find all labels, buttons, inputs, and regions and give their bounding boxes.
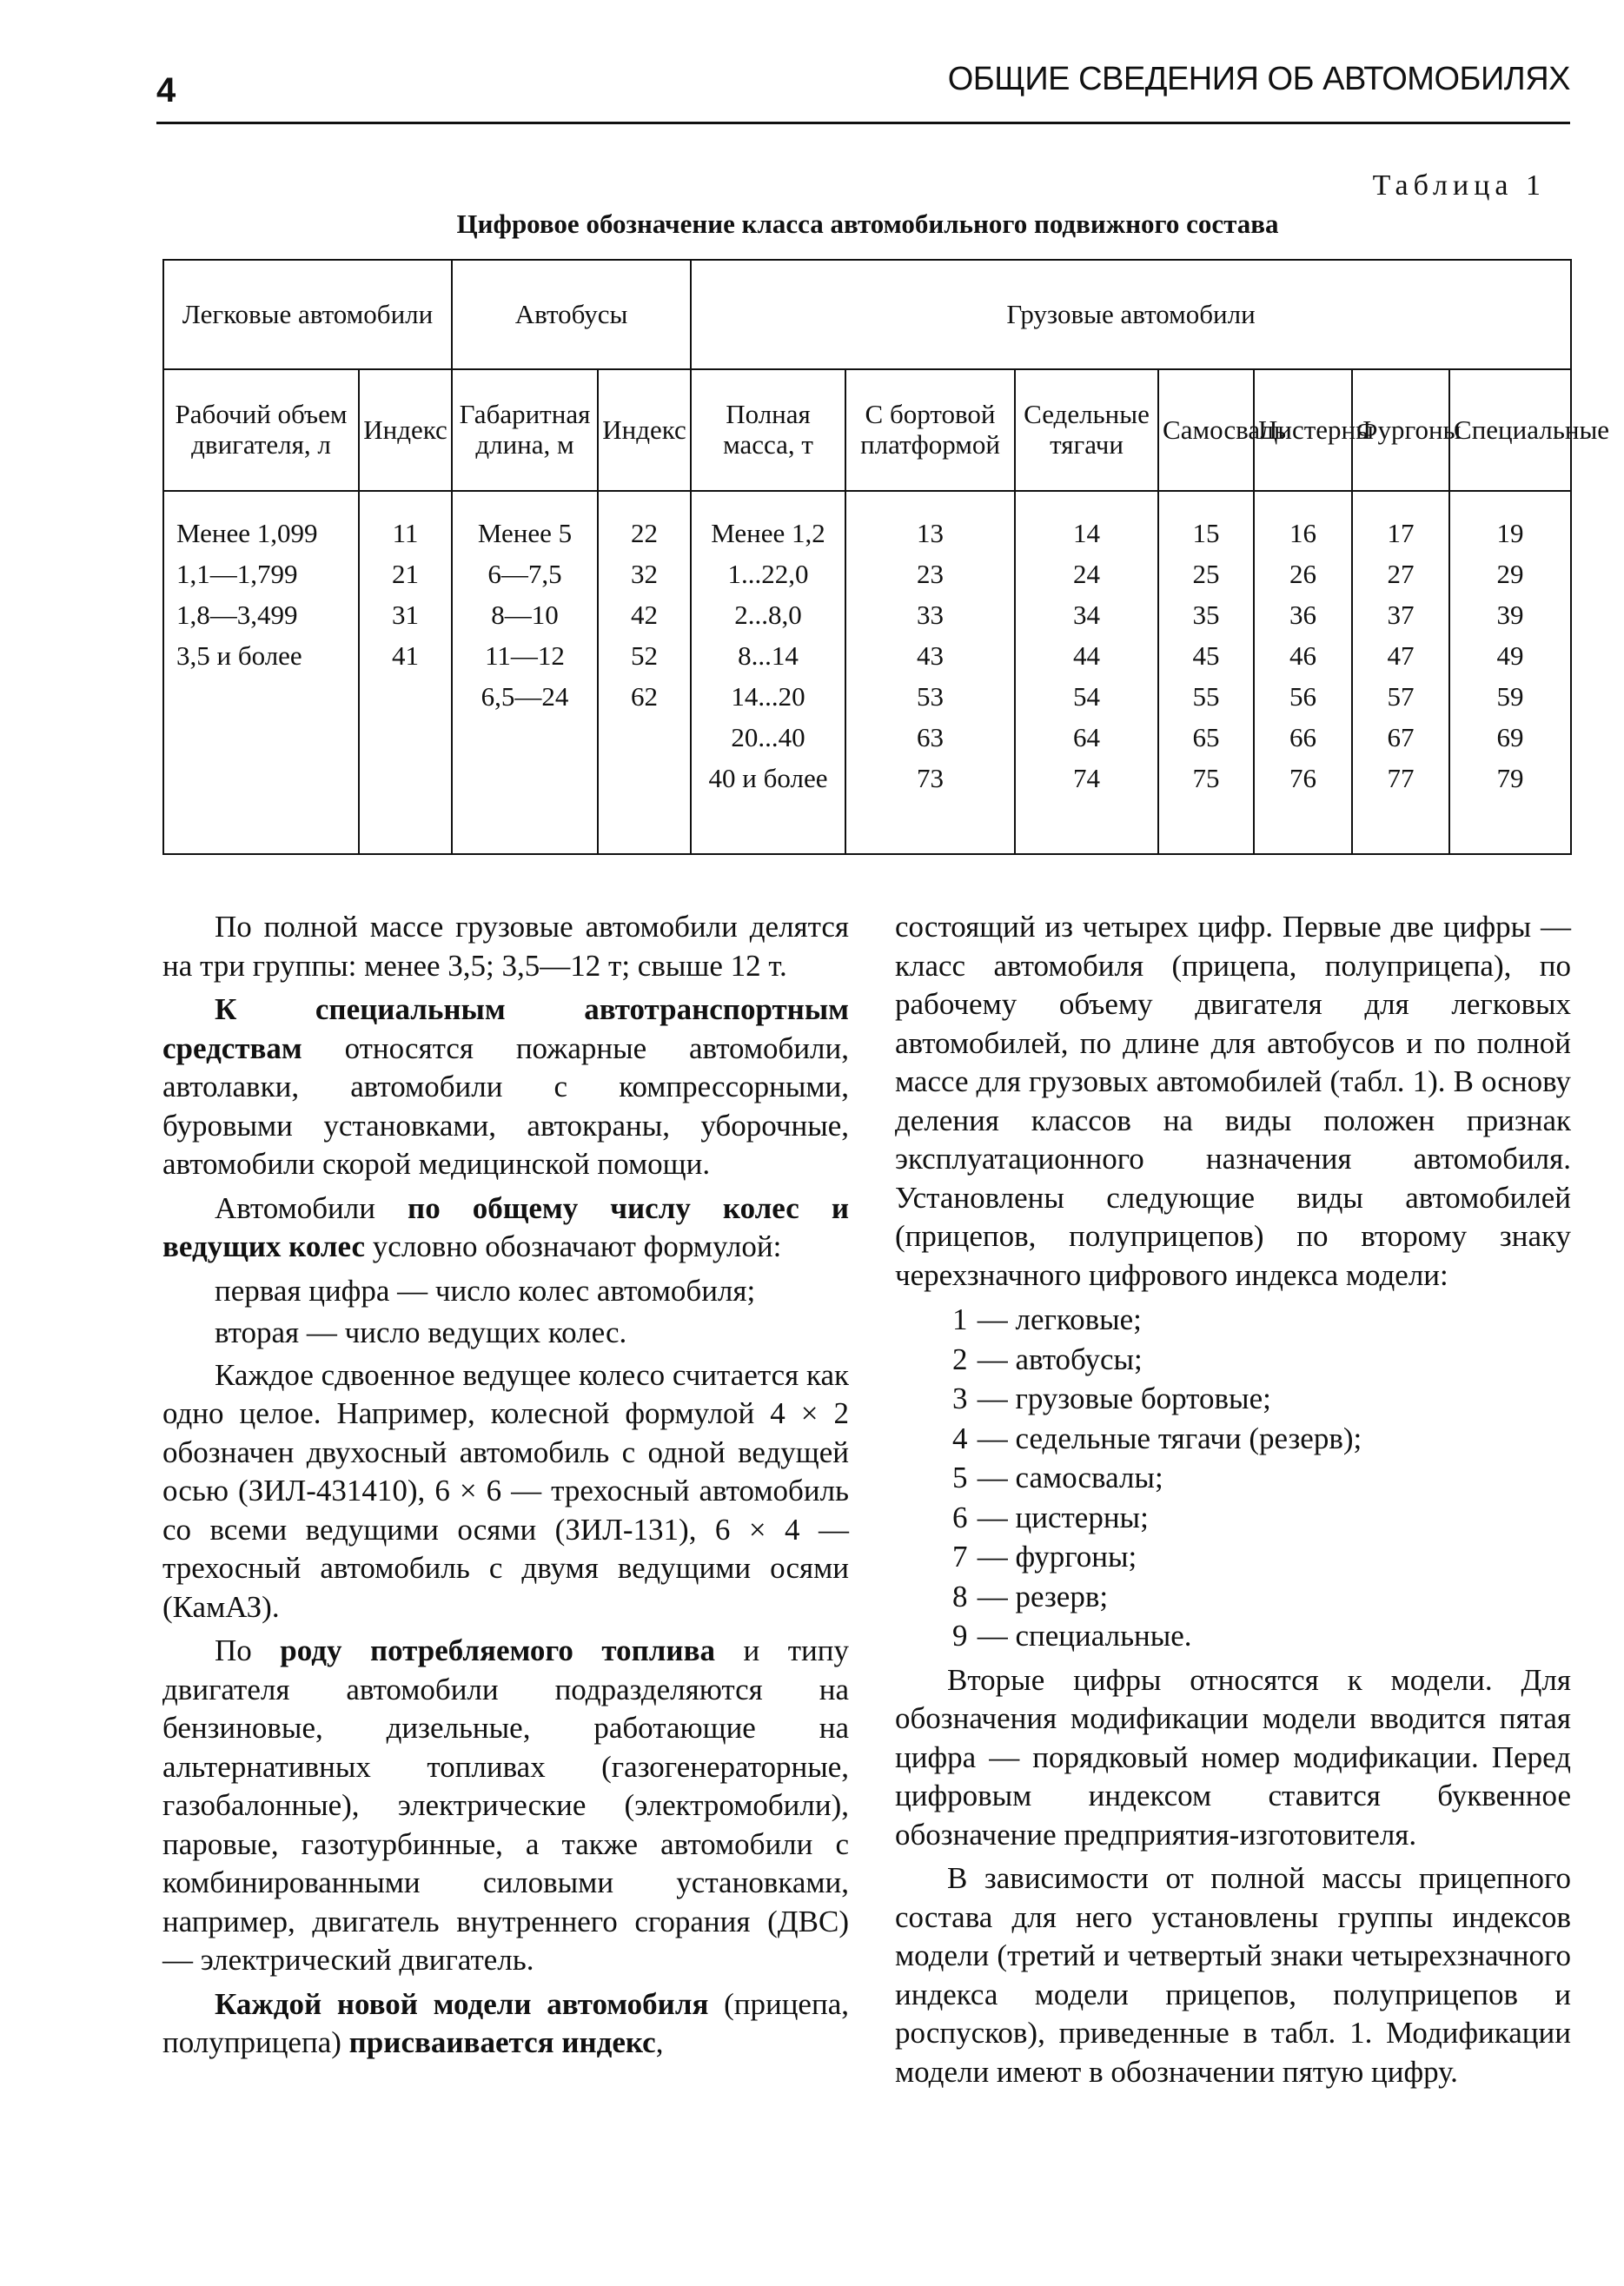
paragraph: К специальным автотранспортным средствам относятся пожарные автомобили, автолавки, автомобили с компрессорными, буровыми установками, автокраны, уборочные, автомобили скорой медицинской помощи. [162, 992, 849, 1181]
formula-line: первая цифра — число колес автомобиля; [215, 1273, 756, 1308]
list-item: 3 — грузовые бортовые; [952, 1382, 1271, 1415]
table-cell [163, 491, 359, 854]
table-cell-value: 25 [1192, 559, 1220, 589]
column-header-vans: Фургоны [1352, 369, 1449, 491]
table-label: Таблица 1 [1372, 169, 1546, 202]
paragraph: Автомобили по общему числу колес и ведущих колес условно обозначают формулой: [162, 1190, 849, 1263]
table-cell-value: 35 [1192, 600, 1220, 630]
column-header-bus-index: Индекс [598, 369, 691, 491]
table-cell-value: 36 [1289, 600, 1317, 630]
list-item: 6 — цистерны; [952, 1500, 1149, 1534]
bold-term: по общему числу колес и ведущих колес [162, 1190, 849, 1263]
table-cell-value: 77 [1387, 763, 1415, 793]
table-cell-value: 31 [392, 600, 419, 630]
column-header-gross-mass: Полная масса, т [691, 369, 845, 491]
table-cell-value: 32 [631, 559, 658, 589]
table-cell-value: 67 [1387, 722, 1415, 752]
table-cell-value: 21 [392, 559, 419, 589]
list-item: 4 — седельные тягачи (резерв); [952, 1421, 1362, 1455]
column-header-engine-volume: Рабочий объем двигателя, л [163, 369, 359, 491]
table-cell-value: 54 [1073, 681, 1101, 712]
table-cell-value: 14...20 [731, 681, 805, 712]
bold-term: роду потребляемого топлива [280, 1633, 715, 1667]
table-cell-value: 3,5 и более [176, 640, 302, 671]
bold-term: Каждой новой модели автомобиля [215, 1986, 709, 2021]
bold-term: присваивается индекс [348, 2025, 656, 2059]
table-cell-value: 53 [917, 681, 945, 712]
table-cell-value: 17 [1387, 518, 1415, 548]
table-cell-value: 8—10 [491, 600, 559, 630]
table-cell-value: 69 [1496, 722, 1524, 752]
table-cell-value: 15 [1192, 518, 1220, 548]
left-text-column [162, 908, 849, 2068]
table-cell-value: 29 [1496, 559, 1524, 589]
table-cell-value: 65 [1192, 722, 1220, 752]
bold-term: К специальным автотранспортным средствам [162, 992, 849, 1065]
column-header-tractors: Седельные тягачи [1015, 369, 1158, 491]
table-cell-value: 8...14 [738, 640, 799, 671]
group-header-cars: Легковые автомобили [163, 260, 452, 369]
header-rule [156, 122, 1570, 124]
table-cell [598, 491, 691, 854]
table-caption: Цифровое обозначение класса автомобильного подвижного состава [456, 209, 1279, 239]
table-cell-value: 66 [1289, 722, 1317, 752]
table-cell-value: 74 [1073, 763, 1101, 793]
table-cell [452, 491, 598, 854]
table-cell-value: 20...40 [731, 722, 805, 752]
table-cell-value: 47 [1387, 640, 1415, 671]
table-cell-value: 73 [917, 763, 945, 793]
paragraph: Каждой новой модели автомобиля (прицепа, полуприцепа) присваивается индекс, [162, 1986, 849, 2059]
table-cell-value: 79 [1496, 763, 1524, 793]
table-cell-value: 11—12 [485, 640, 565, 671]
table-cell-value: 27 [1387, 559, 1415, 589]
table-cell [1015, 491, 1158, 854]
table-cell-value: 6,5—24 [481, 681, 569, 712]
table-cell-value: 42 [631, 600, 658, 630]
paragraph: В зависимости от полной массы прицепного состава для него установлены группы индексов модели (третий и четвертый знаки четырехзначного индекса модели прицепов, полуприцепов и роспусков), приведенные в табл. 1. Модификации модели имеют в обозначении пятую цифру. [895, 1861, 1571, 2089]
list-item: 1 — легковые; [952, 1302, 1142, 1336]
column-header-flatbed: С бортовой платформой [845, 369, 1015, 491]
table-cell-value: 44 [1073, 640, 1101, 671]
table-cell-value: 11 [392, 518, 419, 548]
column-header-special: Специальные [1449, 369, 1571, 491]
table-cell-value: Менее 1,2 [711, 518, 825, 548]
table-cell-value: 23 [917, 559, 945, 589]
table-cell-value: 49 [1496, 640, 1524, 671]
table-cell-value: 57 [1387, 681, 1415, 712]
table-cell [1158, 491, 1254, 854]
table-cell-value: 56 [1289, 681, 1317, 712]
table-cell-value: 76 [1289, 763, 1317, 793]
table-cell-value: 75 [1192, 763, 1220, 793]
list-item: 8 — резерв; [952, 1579, 1109, 1613]
group-header-buses: Автобусы [452, 260, 691, 369]
table-cell-value: 1,1—1,799 [176, 559, 298, 589]
column-header-cars-index: Индекс [359, 369, 452, 491]
paragraph: Каждое сдвоенное ведущее колесо считается как одно целое. Например, колесной формулой 4 × 2 обозначен двухосный автомобиль с одной ведущей осью (ЗИЛ-431410), 6 × 6 — трехосный автомобиль со всеми ведущими осями (ЗИЛ-131), 6 × 4 — трехосный автомобиль с двумя ведущими осями (КамАЗ). [162, 1357, 849, 1624]
table-cell-value: 1...22,0 [727, 559, 809, 589]
table-cell-value: 2...8,0 [734, 600, 802, 630]
table-cell-value: 43 [917, 640, 945, 671]
table-cell-value: 6—7,5 [487, 559, 562, 589]
column-header-length: Габаритная длина, м [452, 369, 598, 491]
paragraph: По роду потребляемого топлива и типу двигателя автомобили подразделяются на бензиновые, дизельные, работающие на альтернативных топливах (газогенераторные, газобалонные), электрические (электромобили), паровые, газотурбинные, а также автомобили с комбинированными силовыми установками, например, двигатель внутреннего сгорания (ДВС) — электрический двигатель. [162, 1633, 849, 1977]
paragraph: Вторые цифры относятся к модели. Для обозначения модификации модели вводится пятая цифра — порядковый номер модификации. Перед цифровым индексом ставится буквенное обозначение предприятия-изготовителя. [895, 1662, 1571, 1852]
table-cell-value: 33 [917, 600, 945, 630]
table-cell-value: 13 [917, 518, 945, 548]
paragraph: По полной массе грузовые автомобили делятся на три группы: менее 3,5; 3,5—12 т; свыше 12 т. [162, 910, 849, 983]
paragraph: состоящий из четырех цифр. Первые две цифры — класс автомобиля (прицепа, полуприцепа), по рабочему объему двигателя для легковых автомобилей, по длине для автобусов и по полной массе для грузовых автомобилей (табл. 1). В основу деления классов на виды положен признак эксплуатационного назначения автомобиля. Установлены следующие виды автомобилей (прицепов, полуприцепов) по второму знаку черехзначного цифрового индекса модели: [895, 910, 1571, 1292]
table-cell-value: 1,8—3,499 [176, 600, 298, 630]
table-cell [1449, 491, 1571, 854]
table-cell-value: 14 [1073, 518, 1101, 548]
table-cell-value: 19 [1496, 518, 1524, 548]
formula-line: вторая — число ведущих колес. [215, 1315, 627, 1349]
table-cell-value: 41 [392, 640, 419, 671]
table-cell-value: 22 [631, 518, 658, 548]
list-item: 2 — автобусы; [952, 1342, 1143, 1376]
table-cell-value: 59 [1496, 681, 1524, 712]
table-cell-value: 26 [1289, 559, 1317, 589]
class-index-table [162, 259, 1610, 855]
table-cell-value: 45 [1192, 640, 1220, 671]
table-cell [1352, 491, 1449, 854]
table-cell [1254, 491, 1352, 854]
list-item: 7 — фургоны; [952, 1540, 1137, 1574]
table-cell-value: 52 [631, 640, 658, 671]
right-text-column [895, 908, 1571, 2097]
table-cell-value: 55 [1192, 681, 1220, 712]
table-cell-value: Менее 1,099 [176, 518, 318, 548]
table-cell-value: 62 [631, 681, 658, 712]
table-cell-value: 34 [1073, 600, 1101, 630]
list-item: 9 — специальные. [952, 1619, 1192, 1653]
table-cell [845, 491, 1015, 854]
table-cell-value: 24 [1073, 559, 1101, 589]
column-header-tankers: Цистерны [1254, 369, 1352, 491]
table-cell-value: Менее 5 [477, 518, 573, 548]
group-header-trucks: Грузовые автомобили [691, 260, 1571, 369]
table-cell-value: 16 [1289, 518, 1317, 548]
table-cell [691, 491, 845, 854]
table-cell-value: 39 [1496, 600, 1524, 630]
list-item: 5 — самосвалы; [952, 1461, 1163, 1494]
table-cell-value: 64 [1073, 722, 1101, 752]
vehicle-types-list [895, 1300, 1571, 1656]
table-cell-value: 40 и более [708, 763, 828, 793]
table-cell-value: 37 [1387, 600, 1415, 630]
page-number: 4 [156, 71, 176, 109]
table-cell-value: 46 [1289, 640, 1317, 671]
column-header-dump: Самосвалы [1158, 369, 1254, 491]
table-cell [359, 491, 452, 854]
running-head: ОБЩИЕ СВЕДЕНИЯ ОБ АВТОМОБИЛЯХ [947, 61, 1570, 97]
table-cell-value: 63 [917, 722, 945, 752]
